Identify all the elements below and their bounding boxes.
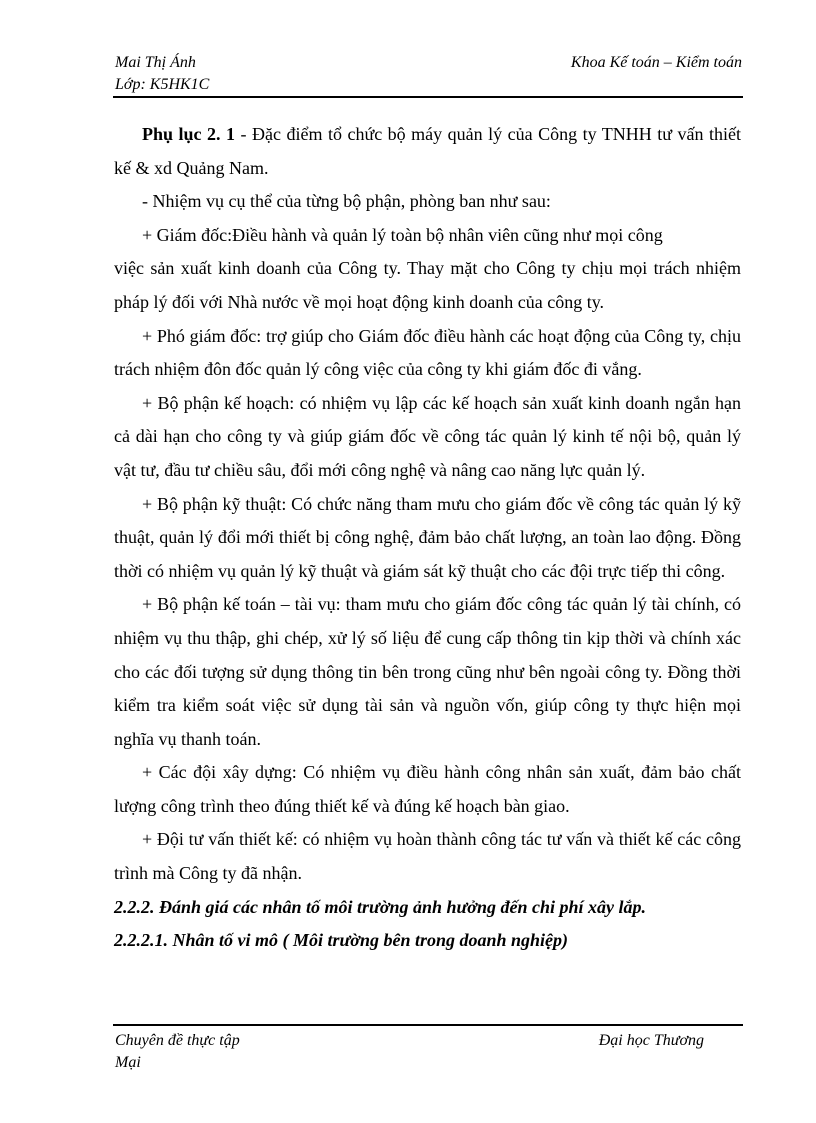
footer-divider <box>113 1024 743 1026</box>
appendix-label: Phụ lục 2. 1 <box>142 124 236 144</box>
construction-paragraph: + Các đội xây dựng: Có nhiệm vụ điều hành công nhân sản xuất, đảm bảo chất lượng công trình theo đúng thiết kế và đúng kế hoạch bàn giao. <box>114 762 741 816</box>
deputy-paragraph: + Phó giám đốc: trợ giúp cho Giám đốc điều hành các hoạt động của Công ty, chịu trách nhiệm đôn đốc quản lý công việc của công ty khi giám đốc đi vắng. <box>114 325 741 380</box>
section-heading-1: 2.2.2. Đánh giá các nhân tố môi trường ảnh hưởng đến chi phí xây lắp. <box>114 896 646 917</box>
appendix-text: - Đặc điểm tổ chức bộ máy quản lý của Công ty TNHH tư vấn thiết kế & xd Quảng Nam. <box>114 124 741 178</box>
technical-paragraph: + Bộ phận kỹ thuật: Có chức năng tham mưu cho giám đốc về công tác quản lý kỹ thuật, quản lý đổi mới thiết bị công nghệ, đảm bảo chất lượng, an toàn lao động. Đồng thời có nhiệm vụ quản lý kỹ thuật và giám sát kỹ thuật cho các đội trực tiếp thi công. <box>114 493 741 581</box>
appendix-paragraph <box>114 118 741 185</box>
section-heading-2: 2.2.2.1. Nhân tố vi mô ( Môi trường bên trong doanh nghiệp) <box>114 930 569 951</box>
footer-right: Đại học Thương <box>598 1032 704 1049</box>
header-department: Khoa Kế toán – Kiểm toán <box>570 54 742 71</box>
page-body <box>114 118 741 958</box>
accounting-paragraph: + Bộ phận kế toán – tài vụ: tham mưu cho giám đốc công tác quản lý tài chính, có nhiệm vụ thu thập, ghi chép, xử lý số liệu để cung cấp thông tin kịp thời và chính xác cho các đối tượng sử dụng thông tin bên trong cũng như bên ngoài công ty. Đồng thời kiểm tra kiểm soát việc sử dụng tài sản và nguồn vốn, giúp công ty thực hiện mọi nghĩa vụ thanh toán. <box>114 594 741 749</box>
director-paragraph: việc sản xuất kinh doanh của Công ty. Thay mặt cho Công ty chịu mọi trách nhiệm pháp lý đối với Nhà nước về mọi hoạt động kinh doanh của công ty. <box>114 258 741 312</box>
page-header <box>115 52 742 96</box>
footer-left: Chuyên đề thực tập <box>115 1032 240 1049</box>
footer-left-line2: Mại <box>115 1054 141 1071</box>
director-line1: + Giám đốc:Điều hành và quản lý toàn bộ nhân viên cũng như mọi công <box>142 224 663 245</box>
design-paragraph: + Đội tư vấn thiết kế: có nhiệm vụ hoàn thành công tác tư vấn và thiết kế các công trình mà Công ty đã nhận. <box>114 829 741 884</box>
intro-paragraph: - Nhiệm vụ cụ thể của từng bộ phận, phòng ban như sau: <box>142 191 551 212</box>
page-footer <box>115 1030 742 1074</box>
header-divider <box>113 96 743 98</box>
header-class: Lớp: K5HK1C <box>115 76 210 93</box>
planning-paragraph: + Bộ phận kế hoạch: có nhiệm vụ lập các kế hoạch sản xuất kinh doanh ngắn hạn cả dài hạn cho công ty và giúp giám đốc về công tác quản lý kinh tế nội bộ, quản lý vật tư, đầu tư chiều sâu, đổi mới công nghệ và nâng cao năng lực quản lý. <box>114 392 741 480</box>
header-author: Mai Thị Ánh <box>115 54 196 71</box>
